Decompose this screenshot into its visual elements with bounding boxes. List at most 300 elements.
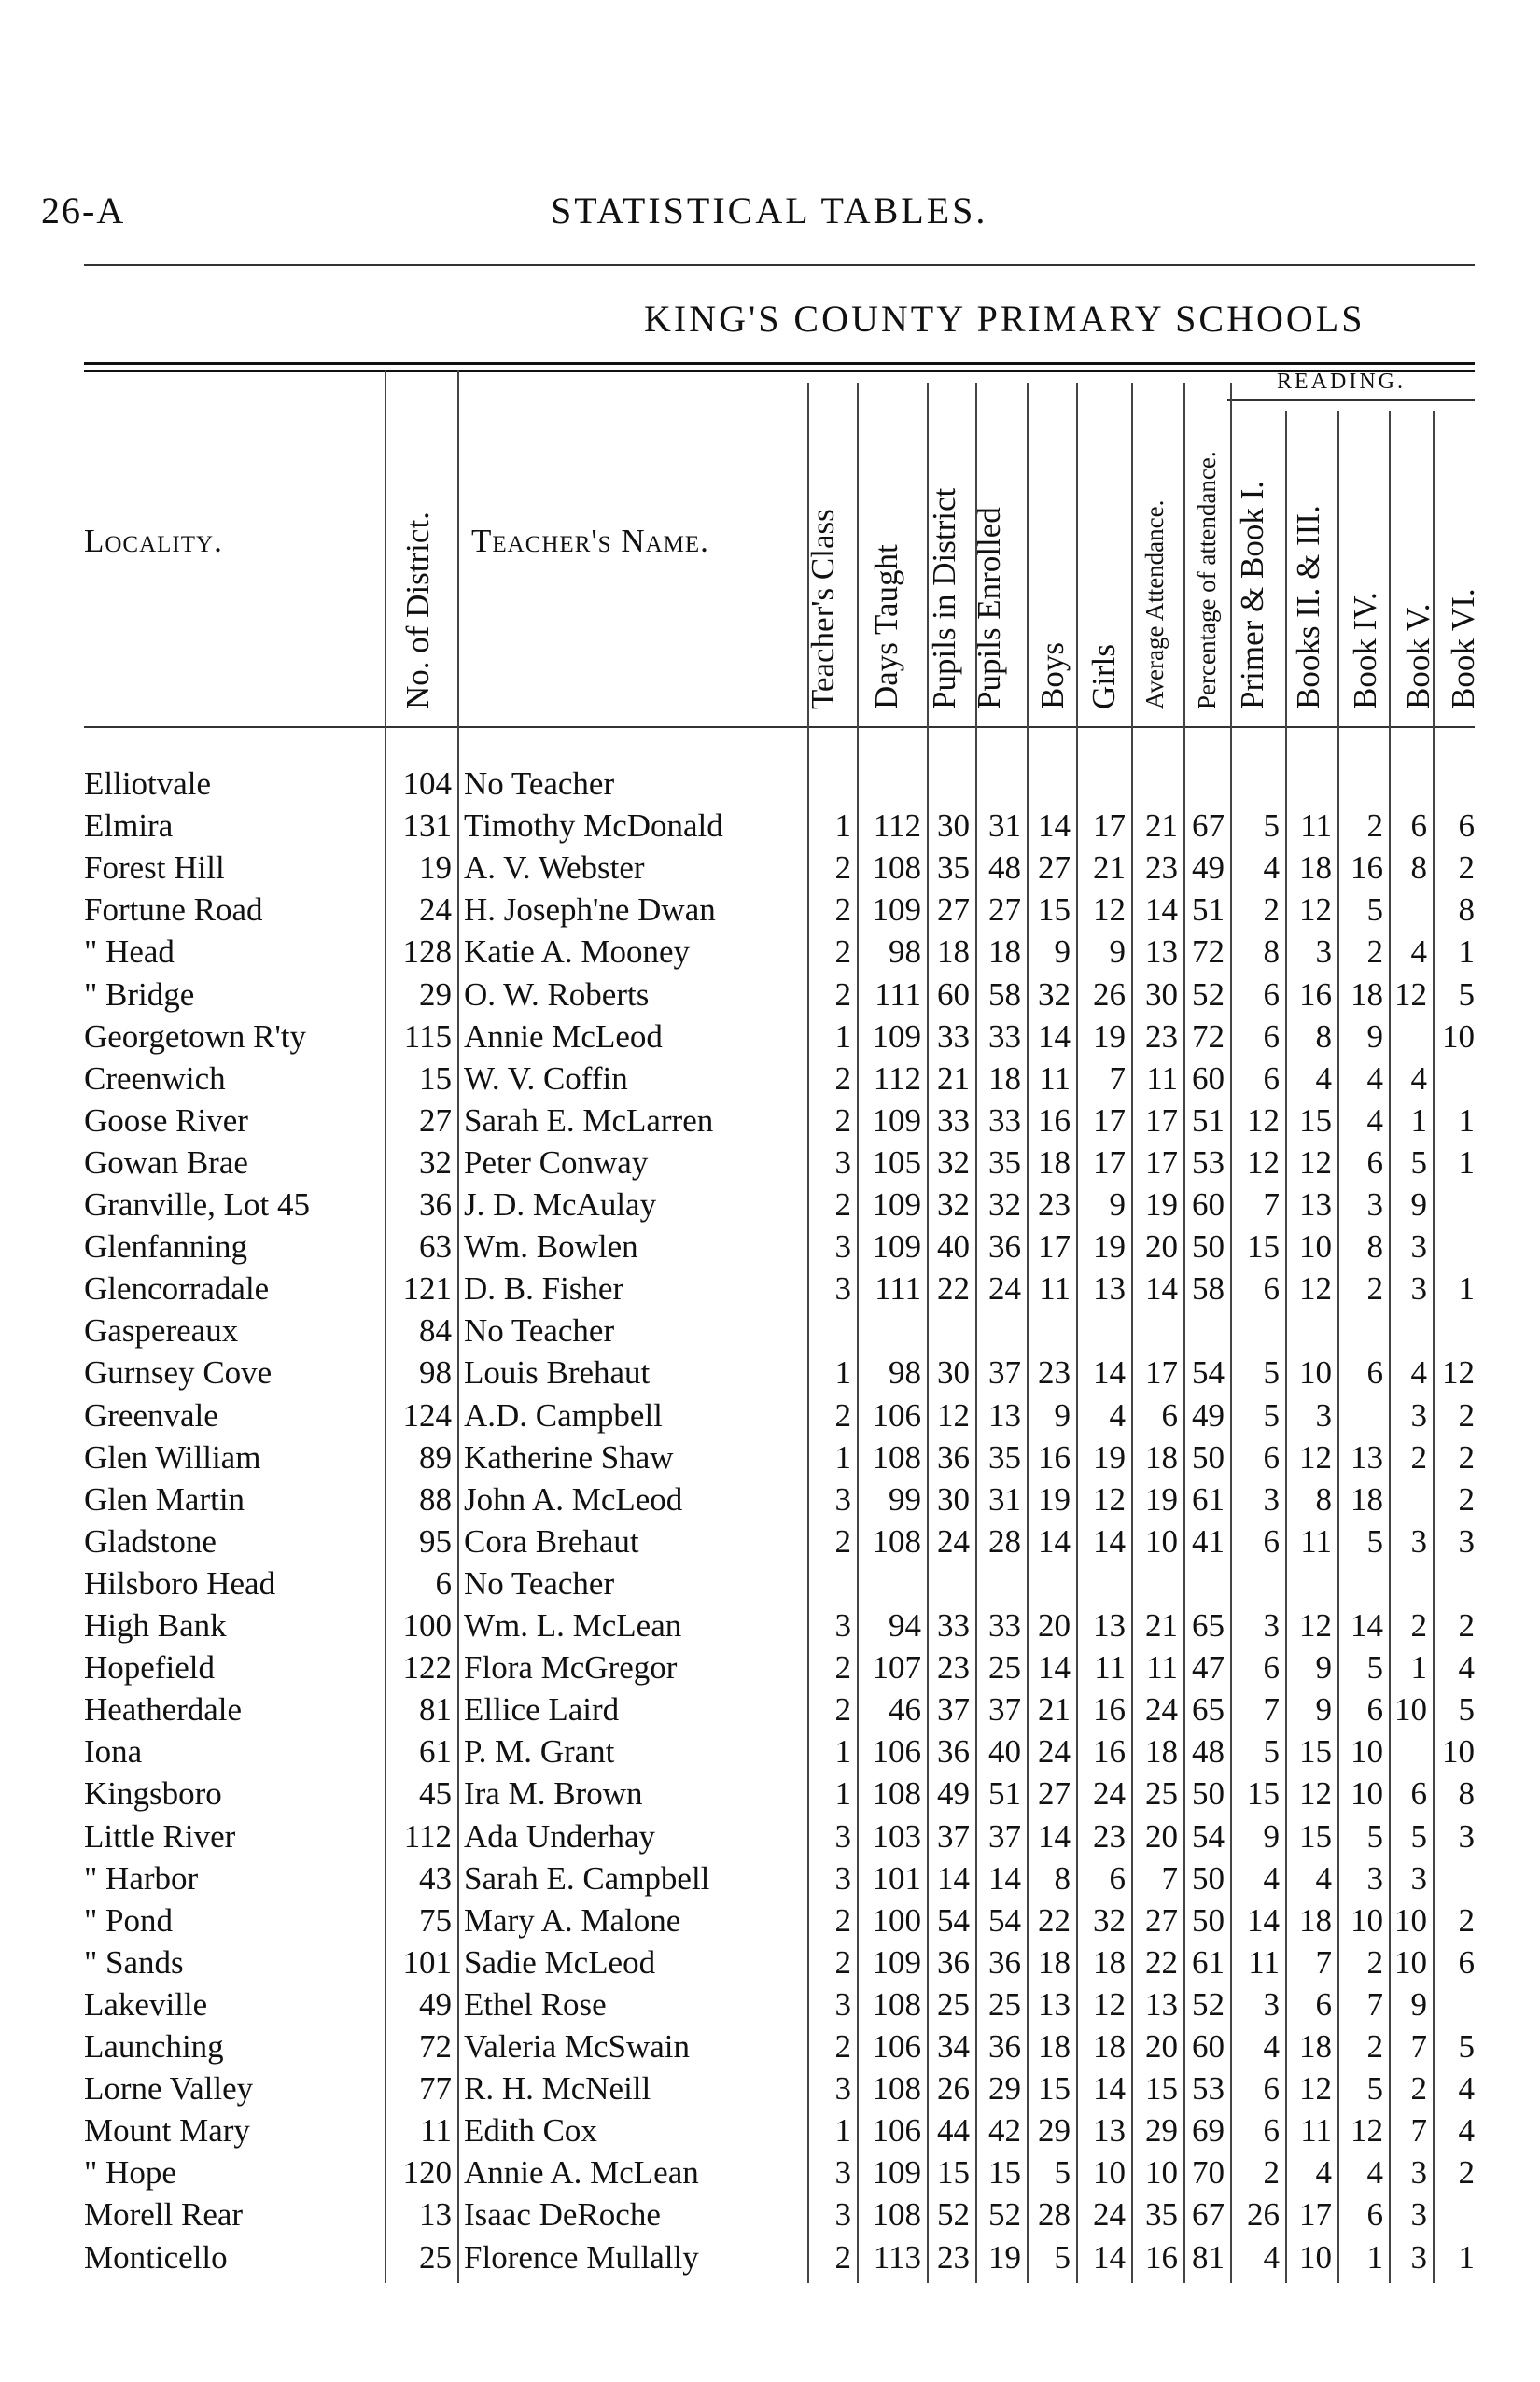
cell-locality: Iona	[84, 1733, 143, 1771]
cell-b1: 3	[1263, 1607, 1280, 1644]
cell-girls: 24	[1093, 1775, 1126, 1813]
cell-no: 124	[402, 1396, 452, 1434]
table-row	[0, 1226, 1540, 1268]
cell-pid: 12	[937, 1396, 970, 1434]
cell-avg: 10	[1145, 1522, 1178, 1560]
cell-locality: Kingsboro	[84, 1775, 222, 1813]
cell-pid: 44	[937, 2112, 970, 2150]
cell-locality: Forest Hill	[84, 849, 225, 887]
cell-no: 81	[419, 1691, 452, 1729]
cell-b23: 12	[1299, 1143, 1332, 1181]
cell-cls: 3	[834, 1859, 851, 1897]
cell-days: 98	[889, 933, 921, 971]
cell-b23: 17	[1299, 2196, 1332, 2234]
cell-locality: Glencorradale	[84, 1270, 270, 1308]
cell-pid: 36	[937, 1943, 970, 1981]
cell-boys: 5	[1054, 2238, 1071, 2276]
cell-b1: 14	[1247, 1901, 1280, 1939]
cell-pct: 81	[1192, 2238, 1225, 2276]
cell-pct: 54	[1192, 1817, 1225, 1855]
cell-boys: 13	[1038, 1985, 1071, 2023]
cell-days: 111	[875, 1270, 921, 1308]
cell-pen: 52	[988, 2196, 1021, 2234]
cell-b5: 6	[1410, 807, 1427, 845]
cell-days: 46	[889, 1691, 921, 1729]
cell-pct: 72	[1192, 1017, 1225, 1055]
cell-avg: 23	[1145, 1017, 1178, 1055]
cell-b1: 7	[1263, 1186, 1280, 1223]
cell-boys: 16	[1038, 1438, 1071, 1476]
cell-avg: 24	[1145, 1691, 1178, 1729]
cell-boys: 8	[1054, 1859, 1071, 1897]
cell-no: 13	[419, 2196, 452, 2234]
cell-girls: 13	[1093, 2112, 1126, 2150]
cell-pen: 42	[988, 2112, 1021, 2150]
cell-b6: 4	[1458, 2112, 1475, 2150]
cell-cls: 1	[834, 1354, 851, 1392]
cell-boys: 22	[1038, 1901, 1071, 1939]
cell-cls: 2	[834, 849, 851, 887]
cell-boys: 16	[1038, 1101, 1071, 1139]
table-row	[0, 2151, 1540, 2193]
cell-avg: 21	[1145, 1607, 1178, 1644]
cell-b4: 4	[1366, 2154, 1383, 2192]
cell-avg: 16	[1145, 2238, 1178, 2276]
cell-pen: 33	[988, 1017, 1021, 1055]
cell-pid: 36	[937, 1438, 970, 1476]
cell-b6: 10	[1442, 1733, 1475, 1771]
cell-locality: Greenvale	[84, 1396, 218, 1434]
cell-cls: 2	[834, 2238, 851, 2276]
cell-avg: 14	[1145, 891, 1178, 929]
cell-pen: 35	[988, 1438, 1021, 1476]
cell-days: 109	[872, 1943, 921, 1981]
column-header-teachers-class: Teacher's Class	[805, 509, 841, 709]
cell-b6: 2	[1458, 849, 1475, 887]
cell-b1: 4	[1263, 2028, 1280, 2065]
cell-locality: Lorne Valley	[84, 2070, 254, 2108]
cell-no: 63	[419, 1228, 452, 1266]
cell-locality: " Harbor	[84, 1859, 199, 1897]
cell-b5: 1	[1410, 1101, 1427, 1139]
table-row	[0, 1646, 1540, 1688]
cell-b23: 3	[1315, 1396, 1332, 1434]
cell-b4: 18	[1351, 975, 1383, 1013]
cell-b5: 12	[1394, 975, 1427, 1013]
cell-b23: 16	[1299, 975, 1332, 1013]
cell-b4: 14	[1351, 1607, 1383, 1644]
cell-days: 109	[872, 2154, 921, 2192]
cell-locality: Lakeville	[84, 1985, 208, 2023]
cell-pen: 25	[988, 1649, 1021, 1687]
cell-pid: 49	[937, 1775, 970, 1813]
cell-pct: 53	[1192, 1143, 1225, 1181]
cell-b5: 10	[1394, 1943, 1427, 1981]
cell-no: 19	[419, 849, 452, 887]
cell-b6: 8	[1458, 891, 1475, 929]
table-row	[0, 1016, 1540, 1058]
cell-avg: 29	[1145, 2112, 1178, 2150]
table-row	[0, 974, 1540, 1016]
cell-pen: 33	[988, 1607, 1021, 1644]
cell-boys: 27	[1038, 1775, 1071, 1813]
cell-pen: 31	[988, 807, 1021, 845]
cell-pct: 47	[1192, 1649, 1225, 1687]
cell-b6: 4	[1458, 2070, 1475, 2108]
cell-girls: 9	[1109, 933, 1126, 971]
cell-cls: 3	[834, 1607, 851, 1644]
cell-b5: 4	[1410, 933, 1427, 971]
cell-b23: 13	[1299, 1186, 1332, 1223]
cell-pct: 69	[1192, 2112, 1225, 2150]
cell-teacher: Ira M. Brown	[464, 1775, 643, 1813]
cell-b1: 9	[1263, 1817, 1280, 1855]
column-header-percentage-attendance: Percentage of attendance.	[1193, 451, 1221, 709]
cell-locality: Goose River	[84, 1101, 248, 1139]
cell-b4: 9	[1366, 1017, 1383, 1055]
cell-b4: 6	[1366, 1354, 1383, 1392]
cell-pen: 25	[988, 1985, 1021, 2023]
cell-b1: 7	[1263, 1691, 1280, 1729]
cell-days: 108	[872, 849, 921, 887]
cell-girls: 11	[1094, 1649, 1126, 1687]
cell-days: 106	[872, 1733, 921, 1771]
table-row	[0, 2067, 1540, 2109]
cell-b23: 15	[1299, 1733, 1332, 1771]
cell-pid: 37	[937, 1691, 970, 1729]
table-row	[0, 1436, 1540, 1478]
column-header-pupils-enrolled: Pupils Enrolled	[971, 507, 1007, 709]
cell-pct: 52	[1192, 1985, 1225, 2023]
cell-b1: 8	[1263, 933, 1280, 971]
cell-pen: 35	[988, 1143, 1021, 1181]
cell-no: 121	[402, 1270, 452, 1308]
cell-b23: 9	[1315, 1691, 1332, 1729]
cell-locality: High Bank	[84, 1607, 227, 1644]
table-row	[0, 1899, 1540, 1941]
cell-pct: 54	[1192, 1354, 1225, 1392]
cell-b1: 3	[1263, 1985, 1280, 2023]
cell-days: 109	[872, 1186, 921, 1223]
cell-pen: 51	[988, 1775, 1021, 1813]
cell-b23: 8	[1315, 1017, 1332, 1055]
cell-b23: 11	[1300, 2112, 1332, 2150]
cell-girls: 14	[1093, 2238, 1126, 2276]
cell-cls: 1	[834, 1438, 851, 1476]
cell-b4: 13	[1351, 1438, 1383, 1476]
cell-locality: " Head	[84, 933, 175, 971]
cell-avg: 21	[1145, 807, 1178, 845]
cell-b1: 4	[1263, 2238, 1280, 2276]
cell-no: 75	[419, 1901, 452, 1939]
cell-boys: 24	[1038, 1733, 1071, 1771]
cell-pid: 40	[937, 1228, 970, 1266]
cell-b6: 3	[1458, 1522, 1475, 1560]
cell-boys: 27	[1038, 849, 1071, 887]
cell-teacher: John A. McLeod	[464, 1480, 683, 1518]
cell-days: 101	[872, 1859, 921, 1897]
cell-b4: 5	[1366, 1649, 1383, 1687]
cell-pid: 24	[937, 1522, 970, 1560]
cell-pct: 50	[1192, 1859, 1225, 1897]
cell-pct: 41	[1192, 1522, 1225, 1560]
table-row	[0, 1394, 1540, 1436]
cell-pen: 18	[988, 933, 1021, 971]
cell-b6: 2	[1458, 1396, 1475, 1434]
cell-b4: 6	[1366, 1143, 1383, 1181]
cell-pen: 27	[988, 891, 1021, 929]
cell-b5: 9	[1410, 1985, 1427, 2023]
table-row	[0, 1562, 1540, 1604]
cell-b4: 3	[1366, 1186, 1383, 1223]
cell-b4: 2	[1366, 933, 1383, 971]
cell-avg: 13	[1145, 933, 1178, 971]
cell-b1: 6	[1263, 1649, 1280, 1687]
column-header-average-attendance: Average Attendance.	[1141, 499, 1169, 709]
cell-days: 109	[872, 1228, 921, 1266]
cell-b6: 2	[1458, 2154, 1475, 2192]
cell-cls: 3	[834, 2196, 851, 2234]
cell-avg: 17	[1145, 1143, 1178, 1181]
cell-pid: 21	[937, 1059, 970, 1097]
cell-avg: 23	[1145, 849, 1178, 887]
cell-pct: 61	[1192, 1480, 1225, 1518]
cell-no: 120	[402, 2154, 452, 2192]
cell-locality: Gowan Brae	[84, 1143, 248, 1181]
cell-b1: 2	[1263, 2154, 1280, 2192]
cell-b5: 3	[1410, 2238, 1427, 2276]
cell-b23: 7	[1315, 1943, 1332, 1981]
cell-no: 25	[419, 2238, 452, 2276]
cell-teacher: Peter Conway	[464, 1143, 649, 1181]
cell-b6: 1	[1458, 1101, 1475, 1139]
table-row	[0, 1352, 1540, 1394]
cell-cls: 3	[834, 1817, 851, 1855]
cell-b6: 5	[1458, 1691, 1475, 1729]
cell-b5: 2	[1410, 2070, 1427, 2108]
column-header-book5: Book V.	[1400, 603, 1436, 709]
cell-b4: 5	[1366, 1817, 1383, 1855]
cell-girls: 19	[1093, 1438, 1126, 1476]
cell-teacher: Sadie McLeod	[464, 1943, 656, 1981]
cell-cls: 2	[834, 2028, 851, 2065]
cell-days: 107	[872, 1649, 921, 1687]
cell-teacher: A.D. Campbell	[464, 1396, 663, 1434]
cell-no: 6	[435, 1564, 452, 1602]
cell-b4: 10	[1351, 1775, 1383, 1813]
cell-days: 106	[872, 2112, 921, 2150]
table-row	[0, 889, 1540, 931]
cell-teacher: Ethel Rose	[464, 1985, 607, 2023]
cell-teacher: No Teacher	[464, 1564, 615, 1602]
cell-teacher: Timothy McDonald	[464, 807, 723, 845]
cell-boys: 18	[1038, 1943, 1071, 1981]
cell-pid: 35	[937, 849, 970, 887]
cell-b1: 26	[1247, 2196, 1280, 2234]
cell-b5: 4	[1410, 1059, 1427, 1097]
cell-b4: 2	[1366, 1270, 1383, 1308]
cell-girls: 21	[1093, 849, 1126, 887]
cell-boys: 15	[1038, 2070, 1071, 2108]
cell-no: 128	[402, 933, 452, 971]
cell-pid: 25	[937, 1985, 970, 2023]
cell-avg: 7	[1161, 1859, 1178, 1897]
cell-avg: 35	[1145, 2196, 1178, 2234]
cell-days: 98	[889, 1354, 921, 1392]
cell-boys: 9	[1054, 1396, 1071, 1434]
cell-no: 29	[419, 975, 452, 1013]
cell-pen: 15	[988, 2154, 1021, 2192]
cell-girls: 12	[1093, 1985, 1126, 2023]
cell-avg: 22	[1145, 1943, 1178, 1981]
cell-b23: 4	[1315, 1859, 1332, 1897]
cell-b5: 10	[1394, 1691, 1427, 1729]
cell-girls: 18	[1093, 1943, 1126, 1981]
cell-no: 95	[419, 1522, 452, 1560]
cell-no: 24	[419, 891, 452, 929]
cell-b6: 1	[1458, 933, 1475, 971]
column-header-pupils-in-district: Pupils in District	[926, 487, 962, 709]
cell-pid: 22	[937, 1270, 970, 1308]
cell-b23: 3	[1315, 933, 1332, 971]
cell-girls: 14	[1093, 2070, 1126, 2108]
cell-no: 77	[419, 2070, 452, 2108]
cell-b23: 12	[1299, 2070, 1332, 2108]
table-row	[0, 805, 1540, 847]
cell-b5: 4	[1410, 1354, 1427, 1392]
cell-b1: 11	[1248, 1943, 1280, 1981]
cell-b5: 2	[1410, 1438, 1427, 1476]
cell-cls: 2	[834, 1943, 851, 1981]
cell-b4: 7	[1366, 1985, 1383, 2023]
cell-teacher: R. H. McNeill	[464, 2070, 651, 2108]
cell-teacher: Isaac DeRoche	[464, 2196, 661, 2234]
cell-teacher: No Teacher	[464, 765, 615, 802]
cell-b1: 4	[1263, 1859, 1280, 1897]
table-row	[0, 1142, 1540, 1184]
table-row	[0, 1688, 1540, 1730]
cell-boys: 29	[1038, 2112, 1071, 2150]
cell-boys: 14	[1038, 1522, 1071, 1560]
cell-avg: 17	[1145, 1354, 1178, 1392]
cell-b5: 1	[1410, 1649, 1427, 1687]
cell-no: 89	[419, 1438, 452, 1476]
cell-locality: Little River	[84, 1817, 236, 1855]
table-row	[0, 763, 1540, 805]
cell-boys: 14	[1038, 807, 1071, 845]
cell-b4: 4	[1366, 1059, 1383, 1097]
cell-b23: 18	[1299, 2028, 1332, 2065]
cell-b6: 2	[1458, 1480, 1475, 1518]
cell-b23: 12	[1299, 1270, 1332, 1308]
cell-pen: 19	[988, 2238, 1021, 2276]
cell-pen: 18	[988, 1059, 1021, 1097]
cell-girls: 6	[1109, 1859, 1126, 1897]
cell-teacher: Annie A. McLean	[464, 2154, 699, 2192]
cell-no: 115	[403, 1017, 452, 1055]
cell-girls: 32	[1093, 1901, 1126, 1939]
cell-no: 100	[402, 1607, 452, 1644]
cell-cls: 2	[834, 1901, 851, 1939]
cell-b5: 3	[1410, 2196, 1427, 2234]
cell-cls: 1	[834, 2112, 851, 2150]
cell-avg: 14	[1145, 1270, 1178, 1308]
cell-boys: 17	[1038, 1228, 1071, 1266]
running-title: STATISTICAL TABLES.	[551, 189, 988, 231]
cell-avg: 18	[1145, 1438, 1178, 1476]
cell-cls: 1	[834, 1775, 851, 1813]
column-header-primer-book1: Primer & Book I.	[1234, 481, 1270, 709]
cell-locality: Fortune Road	[84, 891, 263, 929]
cell-teacher: Cora Brehaut	[464, 1522, 639, 1560]
cell-b4: 2	[1366, 2028, 1383, 2065]
cell-days: 108	[872, 1985, 921, 2023]
cell-avg: 11	[1146, 1649, 1178, 1687]
header-double-rule-2	[84, 370, 1475, 372]
cell-no: 88	[419, 1480, 452, 1518]
cell-girls: 10	[1093, 2154, 1126, 2192]
cell-pen: 37	[988, 1354, 1021, 1392]
cell-pen: 36	[988, 1943, 1021, 1981]
cell-b6: 2	[1458, 1607, 1475, 1644]
cell-b23: 12	[1299, 1607, 1332, 1644]
cell-boys: 11	[1039, 1059, 1071, 1097]
cell-locality: Mount Mary	[84, 2112, 250, 2150]
cell-girls: 16	[1093, 1691, 1126, 1729]
table-row	[0, 1983, 1540, 2025]
cell-days: 99	[889, 1480, 921, 1518]
cell-b23: 4	[1315, 2154, 1332, 2192]
cell-locality: Gaspereaux	[84, 1312, 239, 1350]
cell-pct: 60	[1192, 2028, 1225, 2065]
cell-boys: 18	[1038, 2028, 1071, 2065]
cell-b4: 8	[1366, 1228, 1383, 1266]
cell-b23: 10	[1299, 2238, 1332, 2276]
cell-girls: 7	[1109, 1059, 1126, 1097]
cell-b1: 3	[1263, 1480, 1280, 1518]
cell-avg: 25	[1145, 1775, 1178, 1813]
cell-girls: 18	[1093, 2028, 1126, 2065]
cell-teacher: A. V. Webster	[464, 849, 645, 887]
cell-cls: 3	[834, 1143, 851, 1181]
cell-locality: Elmira	[84, 807, 174, 845]
cell-locality: Glenfanning	[84, 1228, 247, 1266]
cell-girls: 14	[1093, 1522, 1126, 1560]
cell-days: 103	[872, 1817, 921, 1855]
cell-avg: 11	[1146, 1059, 1178, 1097]
cell-pct: 52	[1192, 975, 1225, 1013]
cell-b5: 3	[1410, 1859, 1427, 1897]
cell-locality: Monticello	[84, 2238, 228, 2276]
cell-b5: 7	[1410, 2028, 1427, 2065]
cell-pid: 32	[937, 1186, 970, 1223]
cell-locality: " Pond	[84, 1901, 174, 1939]
cell-no: 72	[419, 2028, 452, 2065]
cell-b4: 10	[1351, 1901, 1383, 1939]
cell-b23: 4	[1315, 1059, 1332, 1097]
cell-cls: 2	[834, 1186, 851, 1223]
cell-pen: 58	[988, 975, 1021, 1013]
cell-pct: 61	[1192, 1943, 1225, 1981]
cell-b23: 18	[1299, 1901, 1332, 1939]
cell-b1: 6	[1263, 1522, 1280, 1560]
cell-boys: 14	[1038, 1649, 1071, 1687]
cell-girls: 17	[1093, 1143, 1126, 1181]
cell-teacher: Sarah E. McLarren	[464, 1101, 714, 1139]
cell-b5: 3	[1410, 1396, 1427, 1434]
cell-pct: 49	[1192, 1396, 1225, 1434]
cell-teacher: Mary A. Malone	[464, 1901, 681, 1939]
